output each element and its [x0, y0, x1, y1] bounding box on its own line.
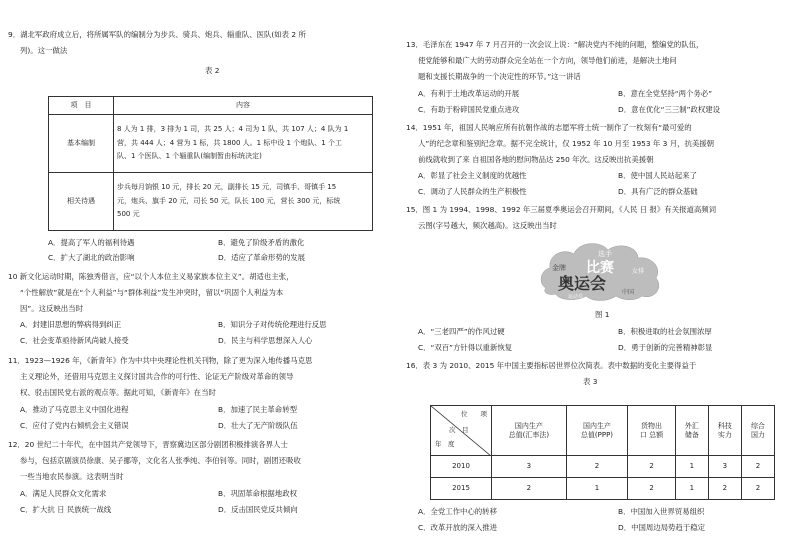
q13-option-a[interactable]: A．有利于土地改革运动的开展 [418, 89, 520, 98]
q10-line: “个性解放”就是在“个人利益”与“群体利益”发生冲突时，留以“巩固个人利益为本 [20, 288, 284, 297]
q15-figure-label: 图 1 [595, 310, 610, 319]
cloud-word: 女排 [632, 268, 645, 275]
q9-option-c[interactable]: C．扩大了湖北的政治影响 [48, 253, 135, 262]
q14-option-b[interactable]: B．使中国人民站起来了 [618, 171, 697, 180]
q12-line: 12．20 世纪二十年代，在中国共产党领导下，晋察冀边区部分剧团积极排演各界人士 [8, 440, 288, 449]
q16-diagonal-header [431, 406, 492, 456]
q16-option-d[interactable]: D．中国周边局势趋于稳定 [618, 523, 705, 532]
q14-option-c[interactable]: C．调动了人民群众的生产积极性 [418, 187, 527, 196]
q11-option-d[interactable]: D．壮大了无产阶级队伍 [218, 421, 298, 430]
q16-cell: 2 [628, 456, 676, 478]
cloud-word: 选手 [598, 250, 612, 258]
q16-cell: 3 [708, 456, 741, 478]
q16-table [430, 405, 775, 500]
q11-option-a[interactable]: A．推动了马克思主义中国化进程 [20, 405, 129, 414]
q9-stem-line1: 9．湖北军政府成立后，将所属军队的编制分为步兵、骑兵、炮兵、辎重队、医队(如表 2 所 [8, 30, 306, 39]
q13-option-c[interactable]: C．有助于粉碎国民党重点进攻 [418, 105, 520, 114]
q11-option-c[interactable]: C．应付了党内右倾机会主义错误 [20, 421, 129, 430]
q16-diag-bottom: 年 度 [435, 440, 455, 448]
q9-stem-line2: 列)。这一做法 [20, 46, 68, 55]
q16-col-header: 国内生产 总值(汇率法) [492, 406, 567, 456]
cloud-word: 金牌 [552, 264, 566, 272]
q9-row1-label: 基本编制 [49, 115, 114, 173]
q9-row2-line: 步兵每月饷银 10 元，排长 20 元，副排长 15 元，司镇手、哥镇手 15 [117, 183, 337, 192]
q12-option-a[interactable]: A．满足人民群众文化需求 [20, 489, 107, 498]
q16-cell: 1 [675, 456, 708, 478]
q9-row2-line: 元，炮兵、旗手 20 元，司长 50 元，队长 100 元，营长 300 元，标统 [117, 196, 341, 205]
q16-option-c[interactable]: C．改革开放的深入推进 [418, 523, 498, 532]
q16-col-header: 外汇 储备 [675, 406, 708, 456]
q9-row1-line: 队、1 个医队、1 个辎重队(编制暂由标统决定) [117, 152, 262, 161]
q16-cell: 2 [741, 478, 774, 500]
q14-line: 人”的纪念章和鉴别纪念章。据不完全统计，仅 1952 年 10 月至 1953 年 3 月，抗美援朝 [418, 139, 715, 148]
q16-col-header: 国内生产 总值(PPP) [566, 406, 628, 456]
q16-cell: 2 [492, 478, 567, 500]
q16-line: 16．表 3 为 2010、2015 年中国主要指标居世界位次简表。表中数据的变化主要得益于 [406, 361, 697, 370]
q9-table-title: 表 2 [205, 66, 220, 75]
q16-cell: 2 [708, 478, 741, 500]
q11-line: 11．1923—1926 年，《新青年》作为中共中央理论性机关刊物，除了更为深入地传播马克思 [8, 356, 313, 365]
q15-option-c[interactable]: C．“双百”方针得以重新恢复 [418, 343, 513, 352]
q16-diag-mid: 次 目 [449, 426, 469, 434]
q12-line: 一些当地农民参演。这表明当时 [20, 472, 124, 481]
q11-line: 权、驳击国民党右派的观点等。据此可知，《新青年》在当时 [20, 388, 216, 397]
q13-option-d[interactable]: D．意在优化“三三制”政权建设 [618, 105, 721, 114]
q14-line: 前线就收到了来 自祖国各地的慰问物品达 250 年次。这反映出抗美援朝 [418, 155, 654, 164]
q16-cell: 2 [741, 456, 774, 478]
q12-option-c[interactable]: C．扩大抗 日 民族统一战线 [20, 505, 112, 514]
cloud-word: 奥运会 [558, 274, 607, 293]
q12-line: 参与，包括京剧演员徐康、吴子挪等，文化名人张季纯、李伯钊等。同时，剧团还吸收 [20, 456, 301, 465]
q9-row1-line: 8 人为 1 排，3 排为 1 司，共 25 人；4 司为 1 队，共 107 人；4 队为 1 [117, 125, 349, 134]
word-cloud-figure [538, 240, 663, 302]
q9-row1-line: 营，共 444 人；4 营为 1 标，共 1800 人。1 标中设 1 个炮队、1 个工 [117, 138, 342, 147]
q16-year: 2015 [431, 478, 492, 500]
q15-option-a[interactable]: A．“三老四严”的作风过硬 [418, 327, 505, 336]
q14-option-a[interactable]: A．彰显了社会主义制度的优越性 [418, 171, 527, 180]
q9-header-item: 项 目 [49, 97, 114, 115]
q13-option-b[interactable]: B．意在全党坚持“两个务必” [618, 89, 713, 98]
q9-table [48, 96, 373, 231]
q10-line: 因”。这反映出当时 [20, 304, 83, 313]
q15-option-d[interactable]: D．勇于创新的完善精神彰显 [618, 343, 713, 352]
q16-diag-top: 位 项 [461, 410, 487, 418]
q10-option-a[interactable]: A．封建旧思想的弊病得到纠正 [20, 320, 122, 329]
cloud-word: 比赛 [586, 260, 614, 276]
q9-option-b[interactable]: B．避免了阶级矛盾的激化 [218, 238, 305, 247]
table-row [431, 456, 775, 478]
q9-header-content: 内容 [114, 97, 373, 115]
q16-cell: 2 [628, 478, 676, 500]
q9-row2-label: 相关待遇 [49, 173, 114, 231]
q16-cell: 2 [566, 456, 628, 478]
q9-row2-line: 500 元 [117, 210, 140, 219]
q10-option-c[interactable]: C．社会变革亟待新风尚破人接受 [20, 336, 129, 345]
q16-cell: 1 [675, 478, 708, 500]
q13-line: 13．毛泽东在 1947 年 7 月召开的一次会议上说：“解决党内不纯的问题，整编党的队伍， [406, 40, 704, 49]
q16-year: 2010 [431, 456, 492, 478]
q11-line: 主义理论外，还借用马克思主义探讨国共合作的可行性、论证无产阶级对革命的领导 [20, 372, 294, 381]
q9-option-a[interactable]: A．提高了军人的福利待遇 [48, 238, 135, 247]
q15-line: 云图(字号越大，频次越高)。这反映出当时 [418, 221, 557, 230]
q10-line: 10 新文化运动时期，陈独秀借言，应“以个人本位主义易家族本位主义”。胡适也主张， [8, 272, 294, 281]
q16-option-a[interactable]: A．全党工作中心的转移 [418, 507, 497, 516]
q14-option-d[interactable]: D．具有广泛的群众基础 [618, 187, 698, 196]
q13-line: 题和支援长期战争的一个决定性的环节。”这一讲话 [418, 72, 581, 81]
q12-option-d[interactable]: D．反击国民党反共倾向 [218, 505, 298, 514]
q16-col-header: 货物出 口 总额 [628, 406, 676, 456]
q13-line: 使党能够和最广大的劳动群众完全站在一个方向，领导他们前进，是解决土地问 [418, 56, 677, 65]
q14-line: 14．1951 年，祖国人民响应所有抗朝作战的志愿军将士统一制作了一枚刻有“最可爱的 [406, 123, 692, 132]
cloud-word: 中国 [622, 289, 635, 296]
q12-option-b[interactable]: B．巩固革命根据地政权 [218, 489, 297, 498]
table-row [431, 478, 775, 500]
q15-line: 15．图 1 为 1994、1998、1992 年三届夏季奥运会召开期间，《人民 日 报》有关报道高频词 [406, 205, 717, 214]
q16-cell: 3 [492, 456, 567, 478]
q16-table-title: 表 3 [583, 377, 598, 386]
q15-option-b[interactable]: B．积极进取的社会氛围浓厚 [618, 327, 712, 336]
cloud-word: 运动员 [568, 294, 584, 300]
q11-option-b[interactable]: B．加速了民主革命转型 [218, 405, 297, 414]
q16-option-b[interactable]: B．中国加入世界贸易组织 [618, 507, 705, 516]
q16-col-header: 综合 国力 [741, 406, 774, 456]
q9-option-d[interactable]: D．适应了革命形势的发展 [218, 253, 305, 262]
q10-option-d[interactable]: D．民主与科学思想深入人心 [218, 336, 313, 345]
q16-cell: 1 [566, 478, 628, 500]
q16-col-header: 科技 实力 [708, 406, 741, 456]
q10-option-b[interactable]: B．知识分子对传统伦理进行反思 [218, 320, 327, 329]
